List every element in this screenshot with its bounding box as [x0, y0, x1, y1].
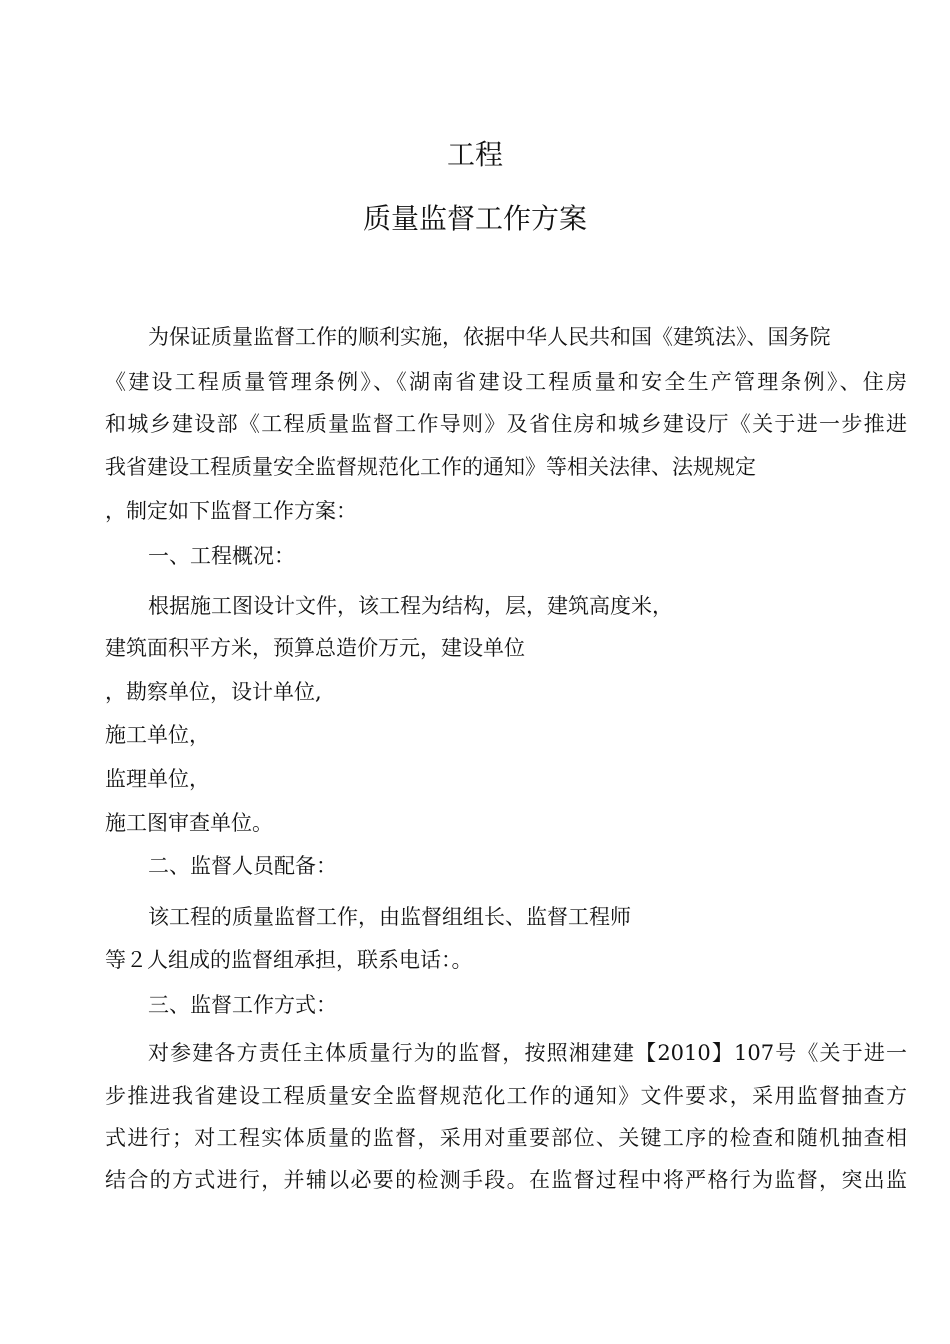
section-heading: 三、监督工作方式：: [148, 993, 337, 1017]
intro-line: ，制定如下监督工作方案：: [105, 499, 357, 523]
section-line: 对参建各方责任主体质量行为的监督，按照湘建建【2010】107号《关于进一: [148, 1041, 907, 1065]
section-line: 根据施工图设计文件，该工程为结构，层，建筑高度米，: [148, 594, 673, 618]
section-heading: 一、工程概况：: [148, 544, 295, 568]
section-line: 等２人组成的监督组承担，联系电话：。: [105, 948, 473, 972]
section-line: 步推进我省建设工程质量安全监督规范化工作的通知》文件要求，采用监督抽查方: [105, 1084, 907, 1108]
section-line: 该工程的质量监督工作，由监督组组长、监督工程师: [148, 905, 631, 929]
section-heading: 二、监督人员配备：: [148, 854, 337, 878]
intro-line: 我省建设工程质量安全监督规范化工作的通知》等相关法律、法规规定: [105, 455, 756, 479]
section-line: ，勘察单位，设计单位,: [105, 680, 322, 704]
document-title-line1: 工程: [446, 138, 503, 171]
intro-line: 《建设工程质量管理条例》、《湖南省建设工程质量和安全生产管理条例》、住房: [105, 370, 907, 394]
section-line: 施工图审查单位。: [105, 811, 273, 835]
document-title-line2: 质量监督工作方案: [362, 202, 587, 235]
section-line: 建筑面积平方米，预算总造价万元，建设单位: [105, 636, 525, 660]
section-line: 监理单位，: [105, 767, 210, 791]
section-line: 施工单位，: [105, 723, 210, 747]
section-line: 式进行；对工程实体质量的监督，采用对重要部位、关键工序的检查和随机抽查相: [105, 1126, 907, 1150]
section-line: 结合的方式进行，并辅以必要的检测手段。在监督过程中将严格行为监督，突出监: [105, 1168, 907, 1192]
intro-line: 和城乡建设部《工程质量监督工作导则》及省住房和城乡建设厅《关于进一步推进: [105, 412, 907, 436]
intro-line: 为保证质量监督工作的顺利实施，依据中华人民共和国《建筑法》、国务院: [148, 325, 831, 349]
